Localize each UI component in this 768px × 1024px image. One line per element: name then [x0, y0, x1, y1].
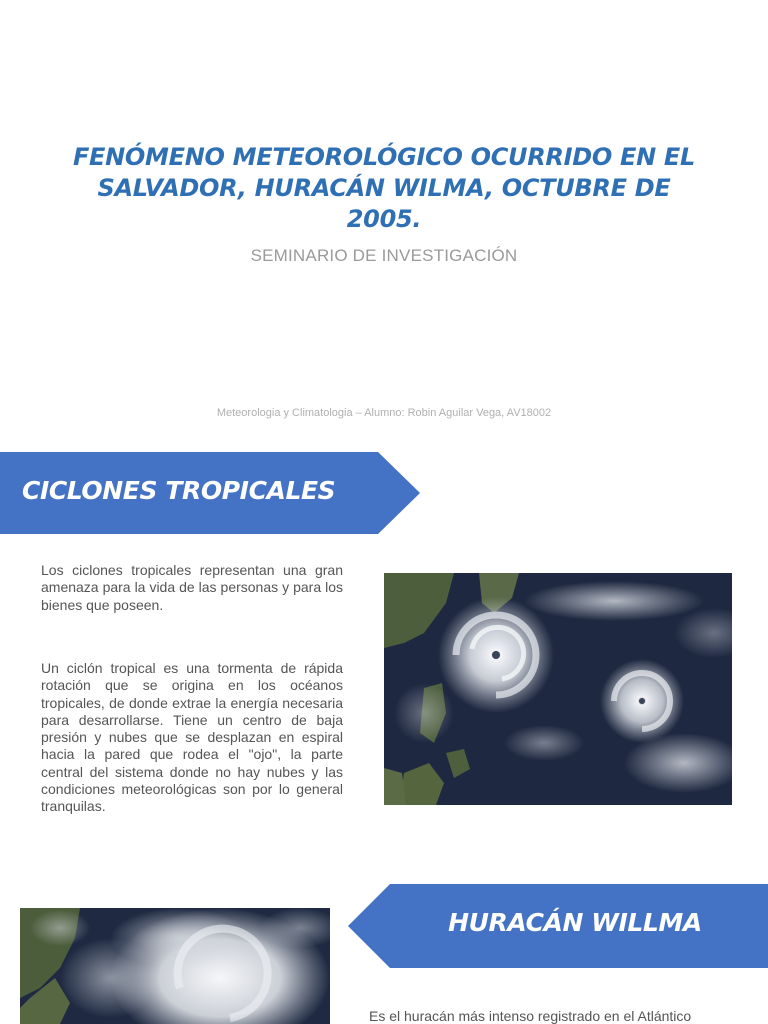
author-byline: Meteorologia y Climatologia – Alumno: Robin Aguilar Vega, AV18002 [216, 407, 552, 419]
document-subtitle: SEMINARIO DE INVESTIGACIÓN [250, 246, 518, 265]
section-heading-ciclones: CICLONES TROPICALES [22, 476, 336, 505]
paragraph-intro: Los ciclones tropicales representan una gran amenaza para la vida de las personas y para los bienes que poseen. [41, 562, 343, 613]
paragraph-definition: Un ciclón tropical es una tormenta de rápida rotación que se origina en los océanos tropicales, de donde extrae la energía necesaria para desarrollarse. Tiene un centro de baja presión y nubes que se desplazan en espiral hacia la pared que rodea el "ojo", la parte central del sistema donde no hay nubes y las condiciones meteorológicas son por lo general tranquilas. [41, 660, 343, 815]
satellite-image-wilma [20, 908, 330, 1024]
satellite-image-typhoons [384, 573, 732, 805]
section-heading-wilma: HURACÁN WILLMA [448, 908, 702, 937]
document-title: FENÓMENO METEOROLÓGICO OCURRIDO EN EL SALVADOR, HURACÁN WILMA, OCTUBRE DE 2005. [72, 143, 696, 233]
paragraph-wilma-intro: Es el huracán más intenso registrado en el Atlántico [369, 1008, 692, 1024]
